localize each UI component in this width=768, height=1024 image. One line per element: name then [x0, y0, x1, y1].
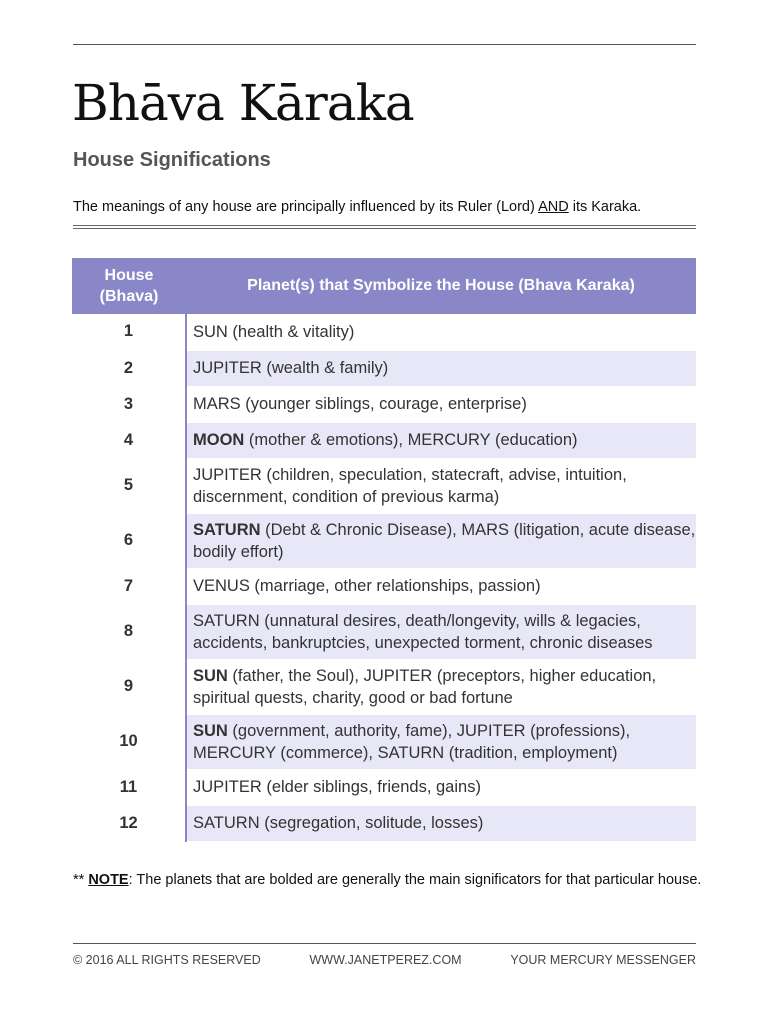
significations-text: SATURN (unnatural desires, death/longevity, wills & legacies, accidents, bankruptcies, unexpected torment, chronic diseases: [193, 611, 653, 652]
significations-text: JUPITER (children, speculation, statecraft, advise, intuition, discernment, condition of previous karma): [193, 465, 627, 506]
intro-text: [73, 198, 641, 216]
table-row: [72, 513, 696, 568]
table-row: [72, 714, 696, 769]
significations-text: SATURN (segregation, solitude, losses): [193, 814, 484, 832]
primary-significator: SUN: [193, 666, 228, 685]
primary-significator: MOON: [193, 431, 245, 449]
table-row: [72, 458, 696, 513]
top-rule: [73, 44, 696, 45]
house-number: 3: [72, 386, 186, 422]
planet-description: [186, 604, 696, 659]
table-row: [72, 769, 696, 805]
house-number: 7: [72, 568, 186, 604]
planet-description: [186, 314, 696, 350]
page-subtitle: House Significations: [73, 149, 271, 171]
planet-description: [186, 805, 696, 841]
house-number: 5: [72, 458, 186, 513]
intro-after: its Karaka.: [568, 199, 642, 215]
note-prefix: **: [73, 872, 89, 888]
house-number: 11: [72, 769, 186, 805]
footer-rule: [73, 943, 696, 944]
planet-description: [186, 350, 696, 386]
table-row: [72, 568, 696, 604]
table-row: [72, 350, 696, 386]
note-text: : The planets that are bolded are generally the main significators for that particular house.: [128, 872, 702, 888]
double-rule: [73, 225, 696, 229]
significations-text: (father, the Soul), JUPITER (preceptors, higher education, spiritual quests, charity, good or bad fortune: [193, 666, 657, 707]
primary-significator: SATURN: [193, 520, 261, 539]
significations-text: (mother & emotions), MERCURY (education): [244, 431, 578, 449]
significations-text: (Debt & Chronic Disease), MARS (litigation, acute disease, bodily effort): [193, 520, 696, 561]
house-number: 10: [72, 714, 186, 769]
planet-description: [186, 568, 696, 604]
column-header-house: [72, 258, 186, 314]
page-title: Bhāva Kāraka: [72, 74, 414, 132]
column-header-planets: Planet(s) that Symbolize the House (Bhava Karaka): [186, 258, 696, 314]
table-row: [72, 422, 696, 458]
note-label: NOTE: [88, 872, 129, 888]
table-row: [72, 314, 696, 350]
table-row: [72, 604, 696, 659]
house-number: 9: [72, 659, 186, 714]
planet-description: [186, 386, 696, 422]
house-number: 1: [72, 314, 186, 350]
significations-text: JUPITER (elder siblings, friends, gains): [193, 778, 481, 796]
house-number: 6: [72, 513, 186, 568]
planet-description: [186, 422, 696, 458]
table-row: [72, 659, 696, 714]
house-header-line2: (Bhava): [99, 288, 159, 305]
table-row: [72, 386, 696, 422]
intro-before: The meanings of any house are principally influenced by its Ruler (Lord): [73, 199, 539, 215]
table-body: [72, 314, 696, 841]
intro-and: AND: [538, 199, 569, 215]
significations-text: JUPITER (wealth & family): [193, 359, 389, 377]
house-number: 12: [72, 805, 186, 841]
table-header-row: [72, 258, 696, 314]
significations-text: SUN (health & vitality): [193, 322, 355, 341]
planet-description: [186, 659, 696, 714]
note: [73, 870, 703, 891]
significations-text: VENUS (marriage, other relationships, passion): [193, 577, 541, 595]
significations-text: MARS (younger siblings, courage, enterprise): [193, 395, 527, 413]
primary-significator: SUN: [193, 721, 228, 740]
planet-description: [186, 458, 696, 513]
planet-description: [186, 769, 696, 805]
footer-copyright: © 2016 ALL RIGHTS RESERVED: [73, 953, 261, 967]
footer-tagline: YOUR MERCURY MESSENGER: [510, 953, 696, 967]
table-row: [72, 805, 696, 841]
footer-website[interactable]: WWW.JANETPEREZ.COM: [309, 953, 462, 967]
house-header-line1: House: [104, 267, 154, 284]
house-number: 4: [72, 422, 186, 458]
planet-description: [186, 513, 696, 568]
significations-text: (government, authority, fame), JUPITER (professions), MERCURY (commerce), SATURN (tradition, employment): [193, 721, 631, 762]
planet-description: [186, 714, 696, 769]
house-number: 8: [72, 604, 186, 659]
footer: [73, 953, 696, 967]
karaka-table: [72, 258, 696, 842]
house-number: 2: [72, 350, 186, 386]
